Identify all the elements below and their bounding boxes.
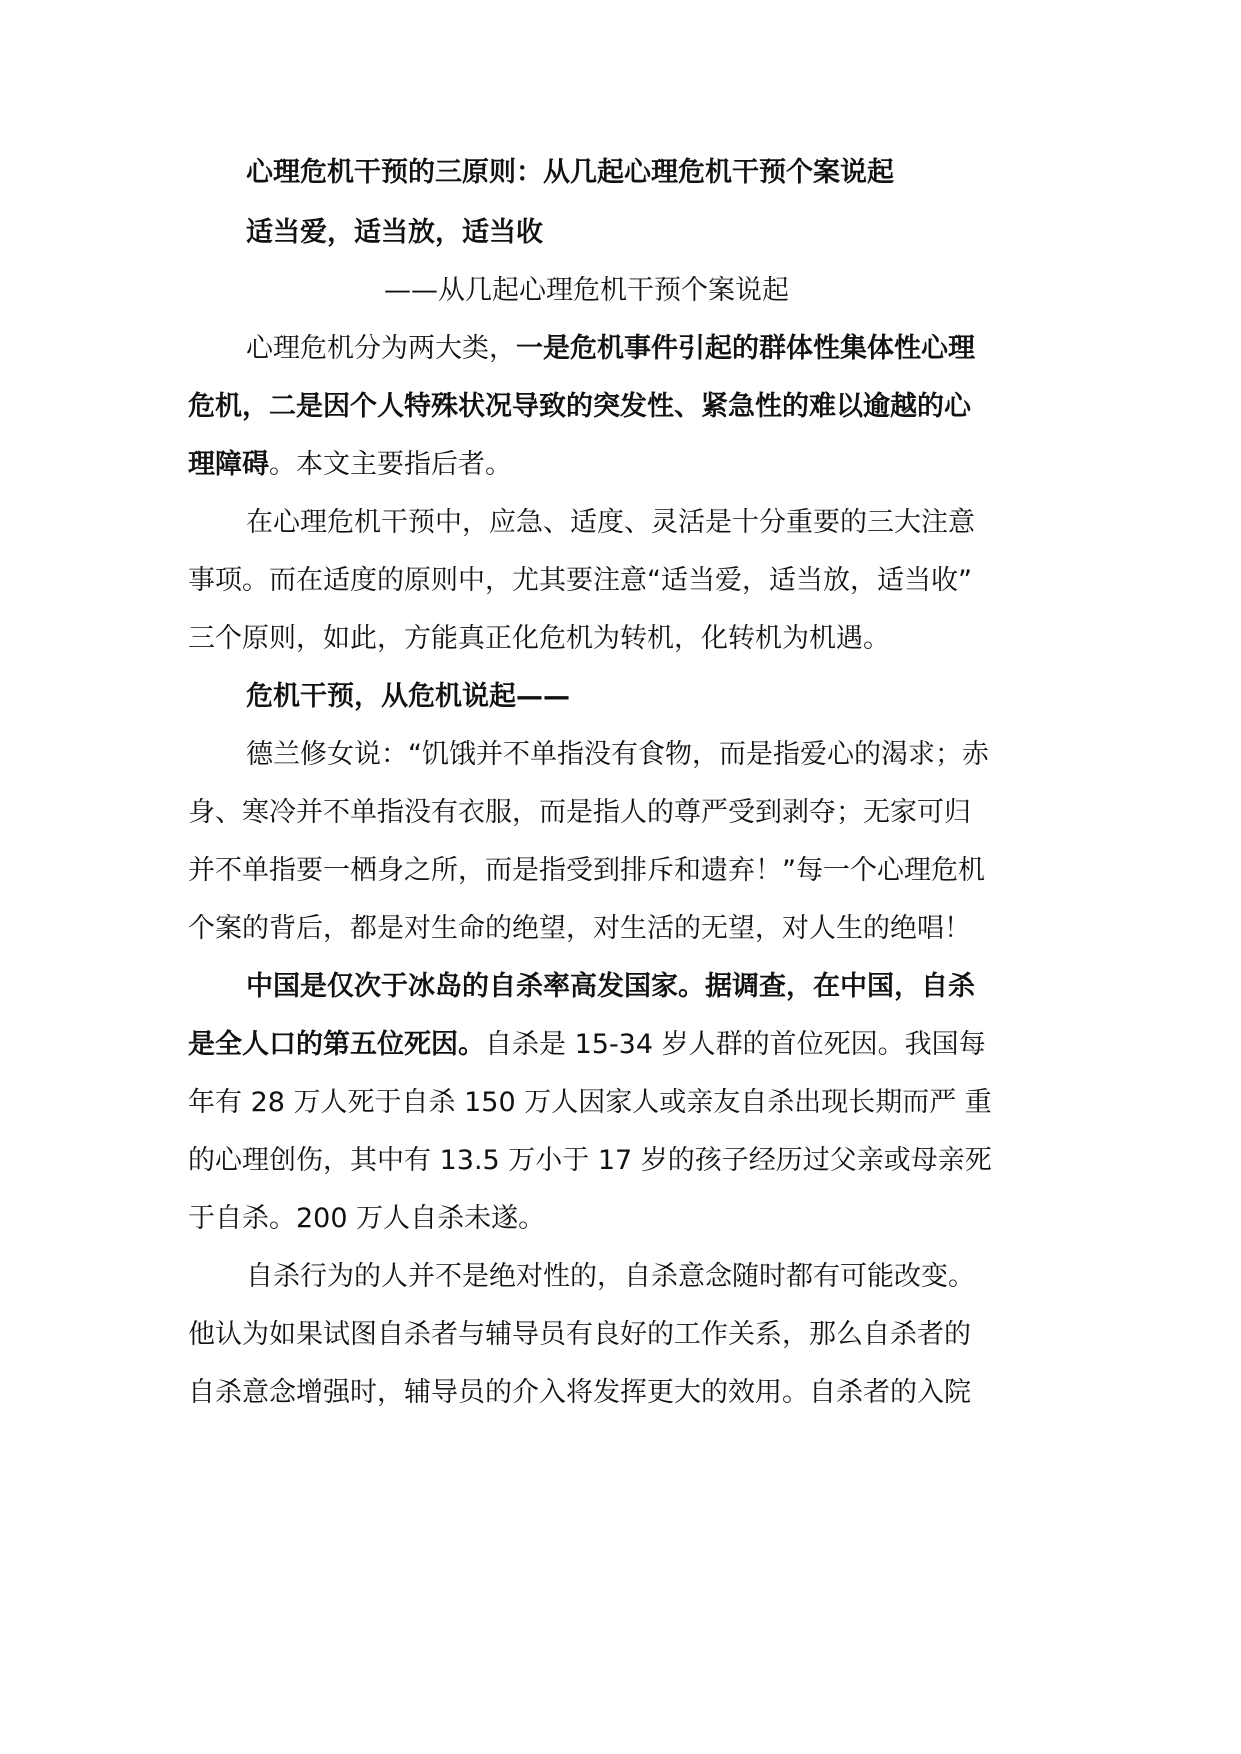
paragraph-3-line-4: 个案的背后，都是对生命的绝望，对生活的无望，对人生的绝唱！ xyxy=(188,913,971,944)
paragraph-1-line-1 xyxy=(246,331,975,367)
paragraph-2-line-3: 三个原则，如此，方能真正化危机为转机，化转机为机遇。 xyxy=(188,623,890,654)
paragraph-1-bold-end: 理障碍 xyxy=(188,449,269,480)
paragraph-5-line-2: 他认为如果试图自杀者与辅导员有良好的工作关系，那么自杀者的 xyxy=(188,1319,971,1350)
paragraph-4-line-2 xyxy=(188,1027,986,1063)
paragraph-1-line-2: 危机，二是因个人特殊状况导致的突发性、紧急性的难以逾越的心 xyxy=(188,391,971,422)
paragraph-3-line-2: 身、寒冷并不单指没有衣服，而是指人的尊严受到剥夺；无家可归 xyxy=(188,797,971,828)
paragraph-3-line-3: 并不单指要一栖身之所，而是指受到排斥和遗弃！”每一个心理危机 xyxy=(188,855,985,886)
paragraph-3-line-1: 德兰修女说：“饥饿并不单指没有食物，而是指爱心的渴求；赤 xyxy=(246,739,989,770)
document-title: 心理危机干预的三原则：从几起心理危机干预个案说起 xyxy=(246,157,894,188)
paragraph-2-line-2: 事项。而在适度的原则中，尤其要注意“适当爱，适当放，适当收” xyxy=(188,565,972,596)
document-heading: 适当爱，适当放，适当收 xyxy=(246,217,543,248)
document-subtitle: ——从几起心理危机干预个案说起 xyxy=(384,275,789,306)
section-heading: 危机干预，从危机说起—— xyxy=(246,681,570,712)
paragraph-5-line-1: 自杀行为的人并不是绝对性的，自杀意念随时都有可能改变。 xyxy=(246,1261,975,1292)
paragraph-4-line-1: 中国是仅次于冰岛的自杀率高发国家。据调查，在中国，自杀 xyxy=(246,971,975,1002)
paragraph-1-line-3 xyxy=(188,447,512,483)
paragraph-4-line-4: 的心理创伤，其中有 13.5 万小于 17 岁的孩子经历过父亲或母亲死 xyxy=(188,1145,992,1176)
paragraph-2-line-1: 在心理危机干预中，应急、适度、灵活是十分重要的三大注意 xyxy=(246,507,975,538)
paragraph-1-bold: 一是危机事件引起的群体性集体性心理 xyxy=(516,333,975,364)
paragraph-4-line-5: 于自杀。200 万人自杀未遂。 xyxy=(188,1203,546,1234)
paragraph-4-line-3: 年有 28 万人死于自杀 150 万人因家人或亲友自杀出现长期而严 重 xyxy=(188,1087,992,1118)
paragraph-5-line-3: 自杀意念增强时，辅导员的介入将发挥更大的效用。自杀者的入院 xyxy=(188,1377,971,1408)
paragraph-1-intro: 心理危机分为两大类， xyxy=(246,333,516,364)
paragraph-4-tail: 自杀是 15-34 岁人群的首位死因。我国每 xyxy=(485,1029,986,1060)
paragraph-1-tail: 。本文主要指后者。 xyxy=(269,449,512,480)
paragraph-4-bold: 是全人口的第五位死因。 xyxy=(188,1029,485,1060)
